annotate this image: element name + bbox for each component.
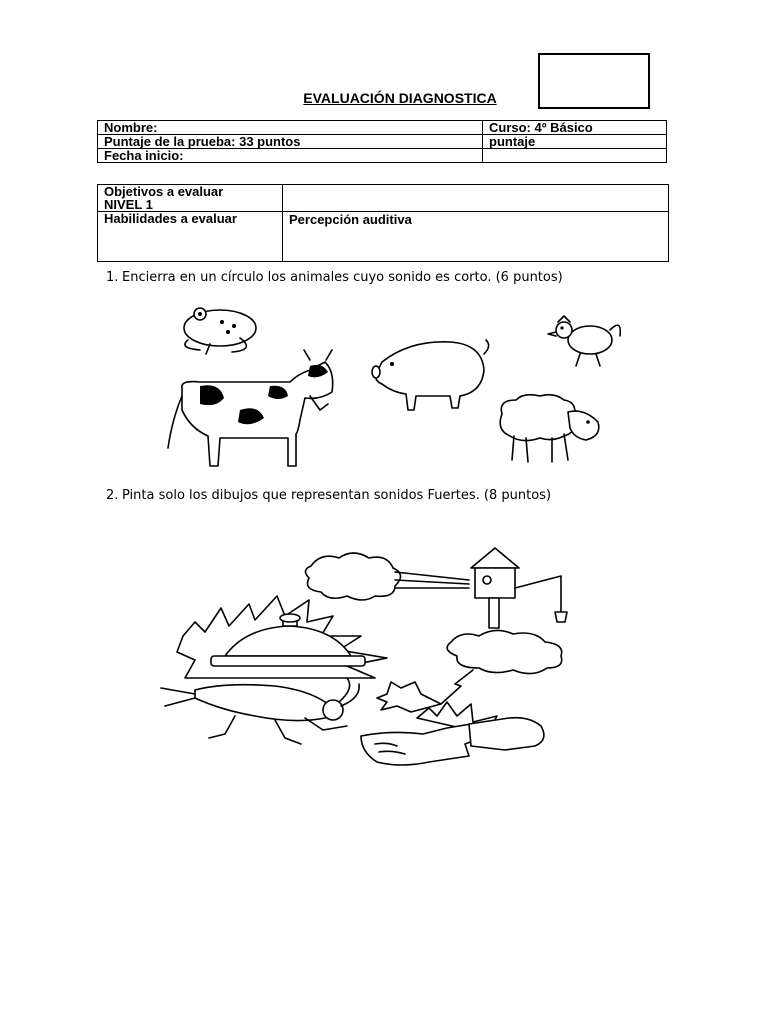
- clapping-hands-icon: [361, 702, 544, 765]
- bell-icon: [177, 596, 387, 678]
- nivel-label: NIVEL 1: [104, 197, 153, 212]
- question-2-number: 2.: [106, 488, 119, 503]
- fecha-label: Fecha inicio:: [98, 149, 483, 163]
- habilidad-value-text: Percepción auditiva: [289, 212, 412, 227]
- question-2: [106, 488, 551, 503]
- objetivos-cell: [98, 185, 283, 212]
- thunder-cloud-icon: [377, 630, 562, 712]
- habilidad-value: [283, 212, 669, 262]
- objetivos-value-cell: [283, 185, 669, 212]
- fecha-value-cell: [483, 149, 667, 163]
- sheep-icon: [500, 395, 599, 462]
- bird-icon: [548, 316, 620, 366]
- sounds-illustration: [125, 538, 630, 794]
- nombre-label: Nombre:: [98, 121, 483, 135]
- puntaje-prueba-label: Puntaje de la prueba: 33 puntos: [98, 135, 483, 149]
- question-2-text: Pinta solo los dibujos que representan sonidos Fuertes. (8 puntos): [122, 488, 552, 503]
- habilidades-label: Habilidades a evaluar: [98, 212, 283, 262]
- pig-icon: [372, 340, 489, 410]
- objectives-table: [97, 184, 669, 262]
- cricket-icon: [161, 678, 359, 744]
- speech-cloud-icon: [305, 553, 469, 600]
- curso-label: Curso: 4º Básico: [483, 121, 667, 135]
- question-1-number: 1.: [106, 270, 119, 285]
- student-info-table: [97, 120, 667, 163]
- question-1: [106, 270, 563, 285]
- siren-tower-icon: [471, 548, 567, 628]
- cow-icon: [168, 350, 333, 466]
- puntaje-label: puntaje: [483, 135, 667, 149]
- animals-illustration: [160, 300, 650, 478]
- frog-icon: [184, 308, 256, 354]
- document-title: EVALUACIÓN DIAGNOSTICA: [303, 90, 497, 106]
- question-1-text: Encierra en un círculo los animales cuyo sonido es corto. (6 puntos): [122, 270, 563, 285]
- objetivos-label: Objetivos a evaluar: [104, 184, 224, 199]
